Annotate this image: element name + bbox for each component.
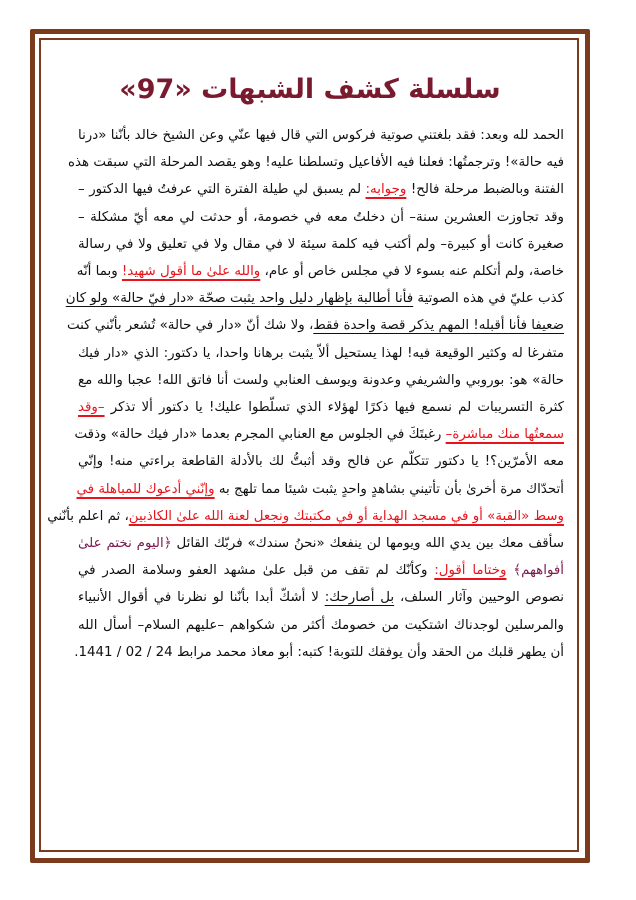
emphasized-text: بل أصارحك: xyxy=(324,590,395,606)
text-segment: ، ثم اعلم بأنّني xyxy=(47,508,129,524)
text-line xyxy=(78,122,564,149)
text-line xyxy=(78,476,564,503)
emphasized-text: –وقد xyxy=(78,400,105,416)
text-line xyxy=(78,612,564,639)
text-segment: خاصة، ولم أتكلم عنه بسوء لا في مجلس خاص أو عام، xyxy=(260,264,564,280)
text-segment: كذب عليّ في هذه الصوتية xyxy=(413,291,564,307)
text-segment: وبما أنّه xyxy=(76,264,122,280)
text-line xyxy=(66,312,564,339)
document-title: سلسلة كشف الشبهات «97» xyxy=(119,74,501,105)
text-segment: معه الأمرّين؟! يا دكتور تتكلّم عن فالح وقد أثبتُّ لك بالأدلة القاطعة براءتي منه! وإنّي xyxy=(78,454,564,470)
text-line xyxy=(78,204,564,231)
text-line xyxy=(74,421,564,448)
emphasized-text: وجوابه: xyxy=(365,182,407,198)
emphasized-text: فأنا أطالبة بإظهار دليل واحد يثبت صحّة «دار فيّ حالة» ولو كان xyxy=(65,291,414,307)
text-segment: حالة» هو: بوروبي والشريفي وعدونة ويوسف العنابي ولست أنا فاتق الله! عجبا والله مع xyxy=(78,372,564,388)
text-line xyxy=(78,394,564,421)
text-line xyxy=(47,503,564,530)
text-segment: لم يسبق لي طيلة الفترة التي عرفتُ فيها الدكتور – xyxy=(78,182,366,198)
text-line xyxy=(78,367,564,394)
text-line xyxy=(65,285,564,312)
text-line xyxy=(78,530,564,557)
emphasized-text: وختاما أقول: xyxy=(434,563,507,579)
text-segment: وقد تجاوزت العشرين سنة– أن دخلتُ معه في خصومة، أو حدثت لي معه أيّ مشكلة – xyxy=(78,209,564,225)
text-segment: فيه حالة»! وترجمتُها: فعلنا فيه الأفاعيل وتسلطنا عليه! وهو يقصد المرحلة التي سبقت هذه xyxy=(68,155,564,171)
emphasized-text: وسط «القبة» أو في مسجد الهداية أو في مكتبتك ونجعل لعنة الله علىٰ الكاذبين xyxy=(128,508,564,524)
text-segment: ، ولا شك أنّ «دار في حالة» تُشعر بأنّني كنت xyxy=(66,318,314,334)
emphasized-text: وإنّني أدعوك للمباهلة في xyxy=(76,481,215,497)
text-segment: والمرسلين لوجدناك اشتكيت من خصومك أكثر من شكواهم –عليهم السلام– أسأل الله xyxy=(78,617,564,633)
quran-quote: ﴿اليوم نختم علىٰ xyxy=(78,536,172,552)
text-segment: وكأنّك لم تقف من قبل علىٰ مشهد العفو وسلامة الصدر في xyxy=(78,563,435,579)
text-line xyxy=(78,448,564,475)
text-segment: صغيرة كانت أو كبيرة– ولم أكتب فيه كلمة سيئة لا في مقال ولا في تعليق ولا في رسالة xyxy=(78,236,564,252)
text-segment: لا أشكّ أبدا بأنّنا لو نظرنا في أقوال الأنبياء xyxy=(78,590,325,606)
text-line xyxy=(74,639,564,666)
article-body xyxy=(47,122,564,666)
text-segment: رغبتَكَ في الجلوس مع العنابي المجرم بعدما «دار فيك حالة» وذقت xyxy=(74,427,446,443)
text-segment: أتحدّاك مرة أخرىٰ بأن تأتيني بشاهدٍ واحدٍ يثبت شيئا مما تلهج به xyxy=(214,481,564,497)
emphasized-text: والله علىٰ ما أقول شهيد! xyxy=(121,264,261,280)
text-segment: متفرغا له وكثير الوقيعة فيه! لهذا يستحيل ألاّ يثبت برهانا واحدا، يا دكتور: الذي «دار فيك xyxy=(78,345,564,361)
emphasized-text: ضعيفا فأنا أقبله! المهم يذكر قصة واحدة فقط xyxy=(313,318,564,334)
text-segment: نصوص الوحيين وآثار السلف، xyxy=(394,590,564,606)
text-line xyxy=(78,258,564,285)
text-segment: كثرة التسريبات لم نسمع فيها ذكرًا لهؤلاء الذي تسلّطوا عليك! يا دكتور ألا تذكر xyxy=(104,400,564,416)
text-segment: أن يطهر قلبك من الحقد وأن يوفقك للتوبة! كتبه: أبو معاذ محمد مرابط 24 / 02 / 1441. xyxy=(74,644,564,660)
text-segment: الفتنة وبالضبط مرحلة فالح! xyxy=(406,182,564,198)
text-segment: الحمد لله وبعد: فقد بلغتني صوتية فركوس التي قال فيها عنّي وعن الشيخ خالد بأنّنا «درنا xyxy=(78,128,564,143)
text-line xyxy=(68,149,564,176)
text-line xyxy=(78,176,564,203)
text-line xyxy=(78,340,564,367)
text-segment: سأقف معك بين يدي الله ويومها لن ينفعك «نحنُ سندك» فربّك القائل xyxy=(171,536,564,552)
emphasized-text: سمعتُها منك مباشرة– xyxy=(445,427,564,443)
text-line xyxy=(78,557,564,584)
text-line xyxy=(78,231,564,258)
text-line xyxy=(78,584,564,611)
quran-quote: أفواههم﴾ xyxy=(513,563,564,579)
